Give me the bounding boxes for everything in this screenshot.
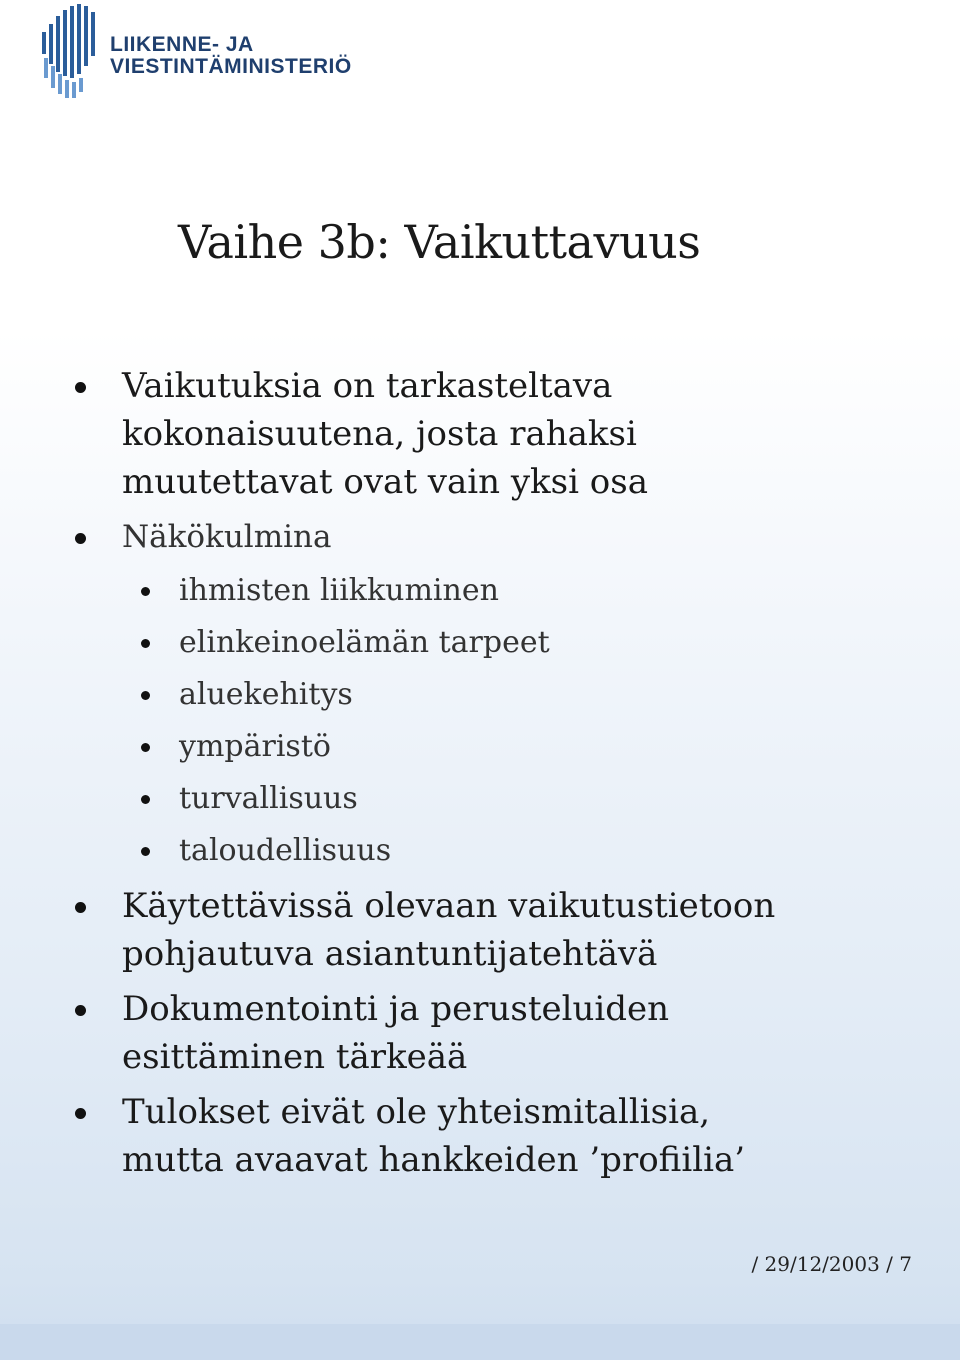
bullet-line: pohjautuva asiantuntijatehtävä: [122, 934, 658, 974]
bullet-3: [122, 882, 775, 978]
bullet-dot-icon: [141, 847, 150, 856]
bullet-1: [122, 362, 648, 506]
sub-bullet-text: aluekehitys: [179, 677, 353, 712]
bullet-line: Näkökulmina: [122, 519, 332, 555]
bullet-line: Tulokset eivät ole yhteismitallisia,: [122, 1092, 711, 1132]
bullet-line: Käytettävissä olevaan vaikutustietoon: [122, 886, 776, 926]
sub-bullet-text: turvallisuus: [179, 781, 358, 816]
logo-wordmark: [110, 34, 352, 78]
footer-date-page: / 29/12/2003 / 7: [751, 1252, 912, 1276]
bullet-dot-icon: [141, 587, 150, 596]
footer-band: [0, 1324, 960, 1360]
bullet-dot-icon: [75, 1108, 86, 1119]
sub-bullet-text: ympäristö: [179, 729, 331, 764]
bullet-2: [122, 514, 331, 560]
bullet-line: Vaikutuksia on tarkasteltava: [122, 366, 613, 406]
bullet-dot-icon: [75, 902, 86, 913]
bullet-line: esittäminen tärkeää: [122, 1037, 468, 1077]
sub-bullet-2: [179, 623, 550, 663]
bullet-dot-icon: [141, 743, 150, 752]
bullet-dot-icon: [141, 691, 150, 700]
sub-bullet-6: [179, 831, 391, 871]
sub-bullet-4: [179, 727, 331, 767]
bullet-dot-icon: [75, 533, 86, 544]
bullet-4: [122, 985, 669, 1081]
sub-bullet-1: [179, 571, 499, 611]
bullet-dot-icon: [75, 1005, 86, 1016]
bullet-line: kokonaisuutena, josta rahaksi: [122, 414, 637, 454]
bullet-dot-icon: [141, 795, 150, 804]
bullet-5: [122, 1088, 745, 1184]
bullet-line: muutettavat ovat vain yksi osa: [122, 462, 648, 502]
logo-line-2: VIESTINTÄMINISTERIÖ: [110, 55, 352, 78]
bullet-dot-icon: [141, 639, 150, 648]
logo-mark-icon: [36, 2, 106, 102]
logo-line-1: LIIKENNE- JA: [110, 33, 254, 56]
sub-bullet-text: elinkeinoelämän tarpeet: [179, 625, 550, 660]
bullet-line: mutta avaavat hankkeiden ’profiilia’: [122, 1140, 746, 1180]
ministry-logo: [36, 2, 376, 102]
bullet-dot-icon: [75, 382, 86, 393]
sub-bullet-5: [179, 779, 358, 819]
sub-bullet-text: ihmisten liikkuminen: [179, 573, 499, 608]
sub-bullet-text: taloudellisuus: [179, 833, 392, 868]
sub-bullet-3: [179, 675, 353, 715]
slide-title: Vaihe 3b: Vaikuttavuus: [178, 215, 701, 269]
bullet-line: Dokumentointi ja perusteluiden: [122, 989, 670, 1029]
